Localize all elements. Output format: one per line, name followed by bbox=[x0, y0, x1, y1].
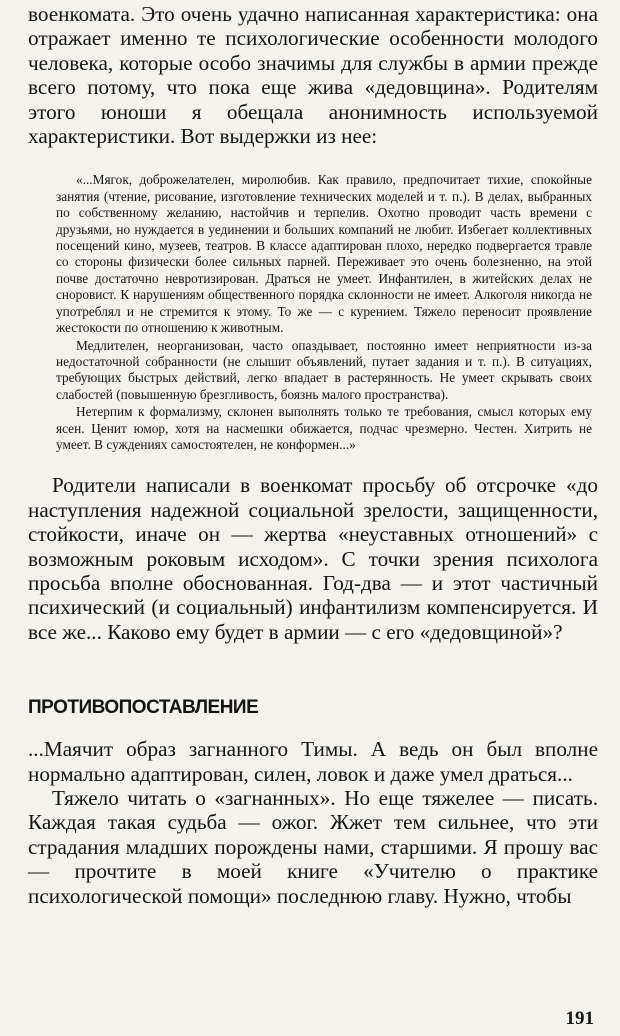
section-heading: ПРОТИВОПОСТАВЛЕНИЕ bbox=[28, 697, 259, 719]
quote-paragraph-1: «...Мягок, доброжелателен, миролюбив. Как правило, предпочитает тихие, спокойные занятия (чтение, рисование, изготовление технических моделей и т. п.). В делах, выбранных по собственному желанию, настойчив и терпелив. Охотно проводит часть времени с друзьями, но нуждается в уединении и больших компаний не любит. Избегает коллективных посещений кино, музеев, театров. В классе адаптирован плохо, нередко подвергается травле со стороны физически более сильных парней. Переживает это очень болезненно, на этой почве достаточно невротизирован. Драться не умеет. Инфантилен, в житейских делах не сноровист. К нарушениям общественного порядка склонности не имеет. Алкоголя никогда не употреблял и не стремится к этому. То же — с курением. Тяжело переносит проявление жестокости по отношению к животным. bbox=[56, 172, 592, 336]
characteristic-quote bbox=[28, 172, 598, 453]
closing-paragraph: Тяжело читать о «загнанных». Но еще тяжелее — писать. Каждая такая судьба — ожог. Жжет тем сильнее, что эти страдания младших порождены нами, старшими. Я прошу вас — прочтите в моей книге «Учителю о практике психологической помощи» последнюю главу. Нужно, чтобы bbox=[28, 786, 598, 908]
timy-paragraph: ...Маячит образ загнанного Тимы. А ведь он был вполне нормально адаптирован, силен, ловок и даже умел драться... bbox=[28, 737, 598, 786]
quote-paragraph-2: Медлителен, неорганизован, часто опаздывает, постоянно имеет неприятности из-за недостаточной собранности (не слышит объявлений, путает задания и т. п.). В ситуациях, требующих быстрых действий, легко впадает в растерянность. Не умеет скрывать своих слабостей (повышенную брезгливость, боязнь малого пространства). bbox=[56, 337, 592, 402]
page-number: 191 bbox=[565, 1008, 594, 1029]
intro-paragraph: военкомата. Это очень удачно написанная характеристика: она отражает именно те психологические особенности молодого человека, которые особо значимы для службы в армии прежде всего потому, что пока еще жива «дедовщина». Родителям этого юноши я обещала анонимность используемой характеристики. Вот выдержки из нее: bbox=[28, 2, 598, 149]
quote-paragraph-3: Нетерпим к формализму, склонен выполнять только те требования, смысл которых ему ясен. Ценит юмор, хотя на насмешки обижается, подчас чрезмерно. Честен. Хитрить не умеет. В суждениях самостоятелен, не конформен...» bbox=[56, 404, 592, 452]
parents-paragraph: Родители написали в военкомат просьбу об отсрочке «до наступления надежной социальной зрелости, защищенности, стойкости, иначе он — жертва «неуставных отношений» с возможным роковым исходом». С точки зрения психолога просьба вполне обоснованная. Год-два — и этот частичный психический (и социальный) инфантилизм компенсируется. И все же... Каково ему будет в армии — с его «дедовщиной»? bbox=[28, 473, 598, 644]
